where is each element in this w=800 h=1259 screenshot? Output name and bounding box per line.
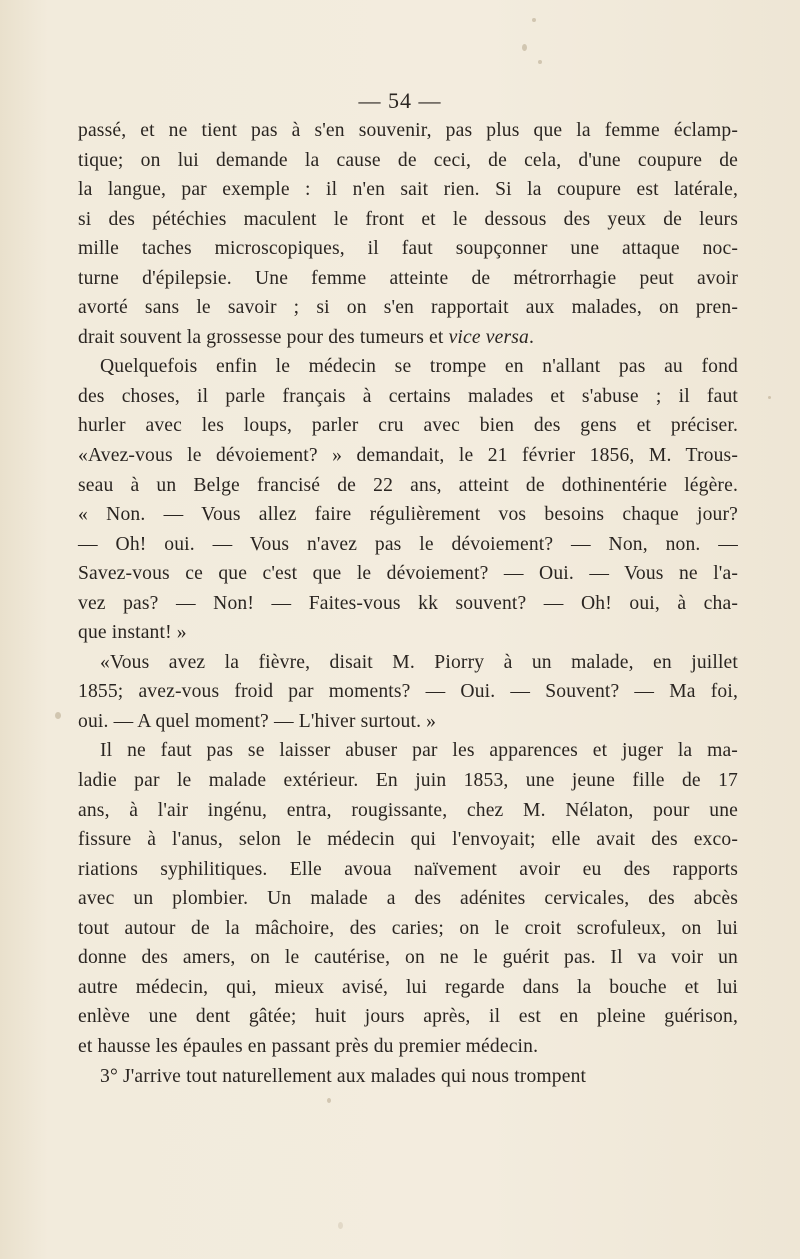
text-line — [78, 589, 738, 619]
line-text: turne d'épilepsie. Une femme atteinte de métrorrhagie peut avoir — [78, 267, 738, 289]
ink-stain — [532, 18, 536, 22]
line-text: avorté sans le savoir ; si on s'en rapportait aux malades, on pren- — [78, 297, 738, 319]
line-text: tique; on lui demande la cause de ceci, de cela, d'une coupure de — [78, 149, 738, 171]
line-text: Quelquefois enfin le médecin se trompe en n'allant pas au fond — [100, 356, 738, 378]
line-text: passé, et ne tient pas à s'en souvenir, pas plus que la femme éclamp- — [78, 120, 738, 141]
line-text: — Oh! oui. — Vous n'avez pas le dévoiement? — Non, non. — — [78, 533, 738, 555]
ink-stain — [522, 44, 527, 51]
text-line — [78, 736, 738, 766]
line-text: que instant! » — [78, 622, 187, 644]
text-line — [78, 943, 738, 973]
ink-stain — [327, 1098, 331, 1103]
text-line — [78, 884, 738, 914]
text-line — [78, 500, 738, 530]
line-text: drait souvent la grossesse pour des tumeurs et — [78, 326, 449, 348]
line-text: enlève une dent gâtée; huit jours après, il est en pleine guérison, — [78, 1006, 738, 1028]
text-line — [78, 677, 738, 707]
text-line — [78, 1002, 738, 1032]
line-text: autre médecin, qui, mieux avisé, lui regarde dans la bouche et lui — [78, 976, 738, 998]
line-text: oui. — A quel moment? — L'hiver surtout. » — [78, 710, 437, 732]
line-text: « Non. — Vous allez faire régulièrement vos besoins chaque jour? — [78, 504, 738, 526]
line-text: des choses, il parle français à certains malades et s'abuse ; il faut — [78, 385, 738, 407]
page-number-header: — 54 — — [358, 88, 442, 113]
text-line — [78, 411, 738, 441]
line-text: si des pétéchies maculent le front et le dessous des yeux de leurs — [78, 208, 738, 230]
text-line — [78, 973, 738, 1003]
line-text: vez pas? — Non! — Faites-vous kk souvent? — Oh! oui, à cha- — [78, 592, 738, 614]
text-line — [78, 559, 738, 589]
line-text: «Avez-vous le dévoiement? » demandait, le 21 février 1856, M. Trous- — [78, 445, 738, 467]
ink-stain — [538, 60, 542, 64]
line-text: ans, à l'air ingénu, entra, rougissante, chez M. Nélaton, pour une — [78, 799, 738, 821]
line-text: fissure à l'anus, selon le médecin qui l'envoyait; elle avait des exco- — [78, 829, 738, 851]
text-line — [78, 146, 738, 176]
text-line — [78, 766, 738, 796]
text-line — [78, 175, 738, 205]
line-text: tout autour de la mâchoire, des caries; on le croit scrofuleux, on lui — [78, 917, 738, 939]
line-text: ladie par le malade extérieur. En juin 1853, une jeune fille de 17 — [78, 770, 738, 792]
text-line — [78, 796, 738, 826]
line-punctuation: . — [528, 326, 534, 348]
text-line — [78, 618, 738, 648]
text-line — [78, 441, 738, 471]
text-line — [78, 707, 738, 737]
text-line — [78, 323, 738, 353]
line-text: 1855; avez-vous froid par moments? — Oui. — Souvent? — Ma foi, — [78, 681, 738, 703]
text-line — [78, 855, 738, 885]
line-text: la langue, par exemple : il n'en sait rien. Si la coupure est latérale, — [78, 179, 738, 201]
text-line — [78, 914, 738, 944]
line-text: donne des amers, on le cautérise, on ne le guérit pas. Il va voir un — [78, 947, 738, 969]
body-text — [78, 116, 738, 1091]
line-text: hurler avec les loups, parler cru avec bien des gens et préciser. — [78, 415, 738, 437]
italic-phrase: vice versa — [448, 326, 529, 348]
ink-stain — [338, 1222, 343, 1229]
text-line — [78, 234, 738, 264]
text-line — [78, 648, 738, 678]
line-text: 3° J'arrive tout naturellement aux malades qui nous trompent — [100, 1065, 587, 1087]
text-line — [78, 205, 738, 235]
text-line — [78, 1062, 738, 1092]
line-text: Il ne faut pas se laisser abuser par les apparences et juger la ma- — [100, 740, 738, 762]
line-text: mille taches microscopiques, il faut soupçonner une attaque noc- — [78, 238, 738, 260]
ink-stain — [768, 396, 771, 399]
line-text: «Vous avez la fièvre, disait M. Piorry à un malade, en juillet — [100, 651, 738, 673]
text-line — [78, 293, 738, 323]
text-line — [78, 1032, 738, 1062]
text-line — [78, 471, 738, 501]
text-line — [78, 382, 738, 412]
text-line — [78, 116, 738, 146]
line-text: seau à un Belge francisé de 22 ans, atteint de dothinentérie légère. — [78, 474, 738, 496]
text-line — [78, 530, 738, 560]
line-text: et hausse les épaules en passant près du premier médecin. — [78, 1035, 539, 1057]
text-line — [78, 264, 738, 294]
text-line — [78, 352, 738, 382]
text-line — [78, 825, 738, 855]
line-text: riations syphilitiques. Elle avoua naïvement avoir eu des rapports — [78, 858, 738, 880]
line-text: avec un plombier. Un malade a des adénites cervicales, des abcès — [78, 888, 738, 910]
line-text: Savez-vous ce que c'est que le dévoiement? — Oui. — Vous ne l'a- — [78, 563, 738, 585]
ink-stain — [55, 712, 61, 719]
